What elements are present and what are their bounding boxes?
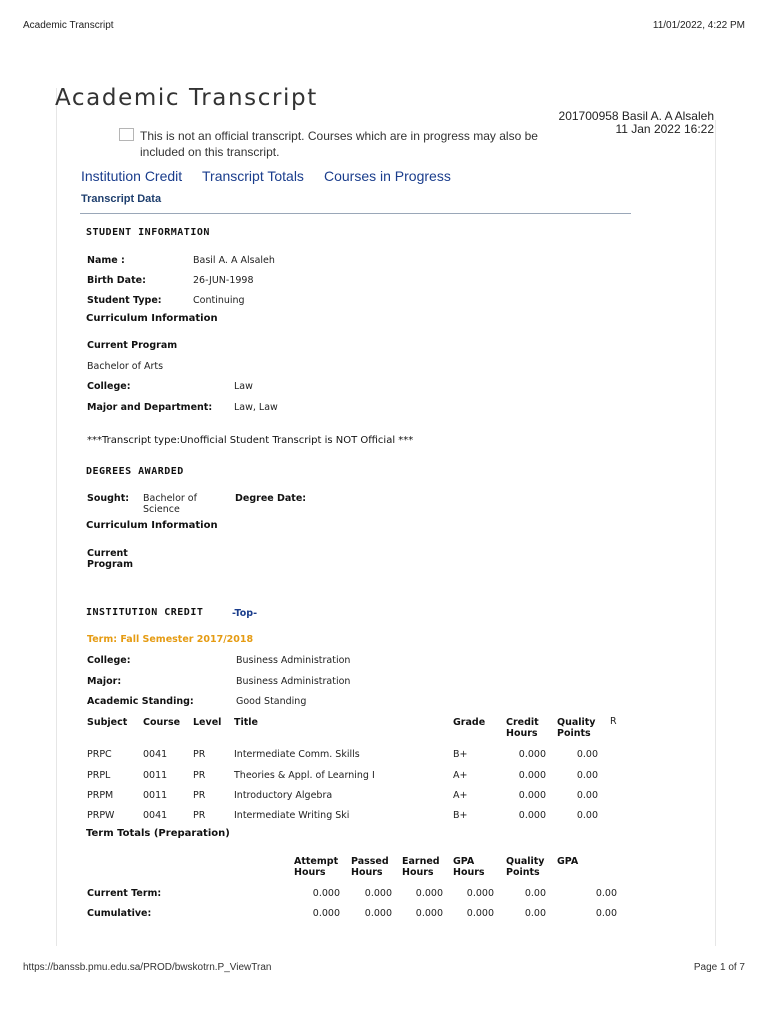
degree-current-program-label: Current Program [87, 548, 133, 570]
col-course-header: Course [143, 717, 181, 728]
student-type-value: Continuing [193, 295, 245, 306]
col-quality-points-header: Quality Points [557, 717, 596, 739]
nav-link-courses-in-progress[interactable]: Courses in Progress [324, 168, 451, 184]
student-info-heading: STUDENT INFORMATION [86, 227, 210, 238]
student-id-line: 201700958 Basil A. A Alsaleh [558, 109, 714, 123]
totals-passed-hours-header: Passed Hours [351, 856, 389, 878]
course-grade: A+ [453, 770, 468, 781]
notice-checkbox-icon [119, 128, 134, 141]
course-credit-hours: 0.000 [518, 770, 546, 781]
print-header-title: Academic Transcript [23, 20, 114, 31]
course-number: 0011 [143, 790, 168, 801]
totals-gpa-hours-header: GPA Hours [453, 856, 485, 878]
degrees-heading: DEGREES AWARDED [86, 466, 184, 477]
totals-attempt-hours-header: Attempt Hours [294, 856, 339, 878]
course-credit-hours: 0.000 [518, 749, 546, 760]
term-major-label: Major: [87, 676, 122, 687]
top-link[interactable]: -Top- [232, 608, 258, 619]
course-number: 0041 [143, 749, 168, 760]
course-subject: PRPW [87, 810, 115, 821]
course-title: Intermediate Writing Ski [234, 810, 350, 821]
totals-earned-hours: 0.000 [415, 908, 443, 919]
totals-gpa-header: GPA [557, 856, 579, 867]
major-value: Law, Law [234, 402, 278, 413]
course-title: Introductory Algebra [234, 790, 333, 801]
academic-standing-value: Good Standing [236, 696, 307, 707]
sought-value: Bachelor of Science [143, 493, 197, 515]
course-title: Theories & Appl. of Learning I [234, 770, 375, 781]
transcript-type-note: ***Transcript type:Unofficial Student Transcript is NOT Official *** [87, 435, 414, 446]
degree-curriculum-heading: Curriculum Information [86, 520, 218, 531]
totals-earned-hours-header: Earned Hours [402, 856, 440, 878]
course-quality-points: 0.00 [576, 749, 598, 760]
col-r-header: R [610, 716, 617, 727]
sought-label: Sought: [87, 493, 130, 504]
course-credit-hours: 0.000 [518, 810, 546, 821]
totals-gpa: 0.00 [595, 908, 617, 919]
term-major-value: Business Administration [236, 676, 351, 687]
curriculum-heading: Curriculum Information [86, 313, 218, 324]
col-grade-header: Grade [453, 717, 486, 728]
totals-row-label: Current Term: [87, 888, 162, 899]
totals-attempt-hours: 0.000 [312, 888, 340, 899]
print-header-datetime: 11/01/2022, 4:22 PM [652, 20, 745, 31]
college-value: Law [234, 381, 253, 392]
course-level: PR [193, 810, 206, 821]
degree-date-label: Degree Date: [235, 493, 307, 504]
col-credit-hours-header: Credit Hours [506, 717, 539, 739]
name-value: Basil A. A Alsaleh [193, 255, 275, 266]
footer-page-number: Page 1 of 7 [693, 962, 745, 973]
totals-gpa: 0.00 [595, 888, 617, 899]
course-grade: B+ [453, 810, 468, 821]
course-number: 0041 [143, 810, 168, 821]
totals-passed-hours: 0.000 [364, 908, 392, 919]
totals-passed-hours: 0.000 [364, 888, 392, 899]
birth-date-value: 26-JUN-1998 [193, 275, 254, 286]
transcript-data-label: Transcript Data [81, 193, 162, 205]
totals-attempt-hours: 0.000 [312, 908, 340, 919]
course-level: PR [193, 790, 206, 801]
totals-gpa-hours: 0.000 [466, 908, 494, 919]
term-totals-heading: Term Totals (Preparation) [86, 828, 230, 839]
page-title: Academic Transcript [55, 85, 318, 111]
course-quality-points: 0.00 [576, 770, 598, 781]
col-title-header: Title [234, 717, 258, 728]
totals-quality-points: 0.00 [524, 908, 546, 919]
unofficial-notice: This is not an official transcript. Courses which are in progress may also be included on this transcript. [140, 129, 538, 159]
nav-link-transcript-totals[interactable]: Transcript Totals [202, 168, 304, 184]
name-label: Name : [87, 255, 125, 266]
current-program-value: Bachelor of Arts [87, 361, 164, 372]
course-number: 0011 [143, 770, 168, 781]
course-quality-points: 0.00 [576, 810, 598, 821]
page-frame-right [715, 120, 716, 946]
totals-quality-points: 0.00 [524, 888, 546, 899]
course-grade: A+ [453, 790, 468, 801]
nav-link-institution-credit[interactable]: Institution Credit [81, 168, 183, 184]
college-label: College: [87, 381, 131, 392]
term-college-label: College: [87, 655, 131, 666]
course-subject: PRPM [87, 790, 114, 801]
course-grade: B+ [453, 749, 468, 760]
birth-date-label: Birth Date: [87, 275, 146, 286]
course-credit-hours: 0.000 [518, 790, 546, 801]
course-level: PR [193, 770, 206, 781]
current-program-label: Current Program [87, 340, 178, 351]
col-level-header: Level [193, 717, 222, 728]
course-title: Intermediate Comm. Skills [234, 749, 360, 760]
student-type-label: Student Type: [87, 295, 162, 306]
course-level: PR [193, 749, 206, 760]
institution-credit-heading: INSTITUTION CREDIT [86, 607, 204, 618]
term-heading: Term: Fall Semester 2017/2018 [87, 634, 254, 645]
page-frame-left [56, 88, 57, 946]
academic-standing-label: Academic Standing: [87, 696, 194, 707]
divider [80, 213, 631, 214]
totals-row-label: Cumulative: [87, 908, 152, 919]
course-subject: PRPC [87, 749, 112, 760]
col-subject-header: Subject [87, 717, 128, 728]
totals-earned-hours: 0.000 [415, 888, 443, 899]
course-subject: PRPL [87, 770, 111, 781]
report-date-line: 11 Jan 2022 16:22 [615, 122, 714, 136]
totals-quality-points-header: Quality Points [506, 856, 545, 878]
totals-gpa-hours: 0.000 [466, 888, 494, 899]
course-quality-points: 0.00 [576, 790, 598, 801]
term-college-value: Business Administration [236, 655, 351, 666]
footer-url: https://banssb.pmu.edu.sa/PROD/bwskotrn.P_ViewTran [23, 962, 272, 973]
major-label: Major and Department: [87, 402, 213, 413]
